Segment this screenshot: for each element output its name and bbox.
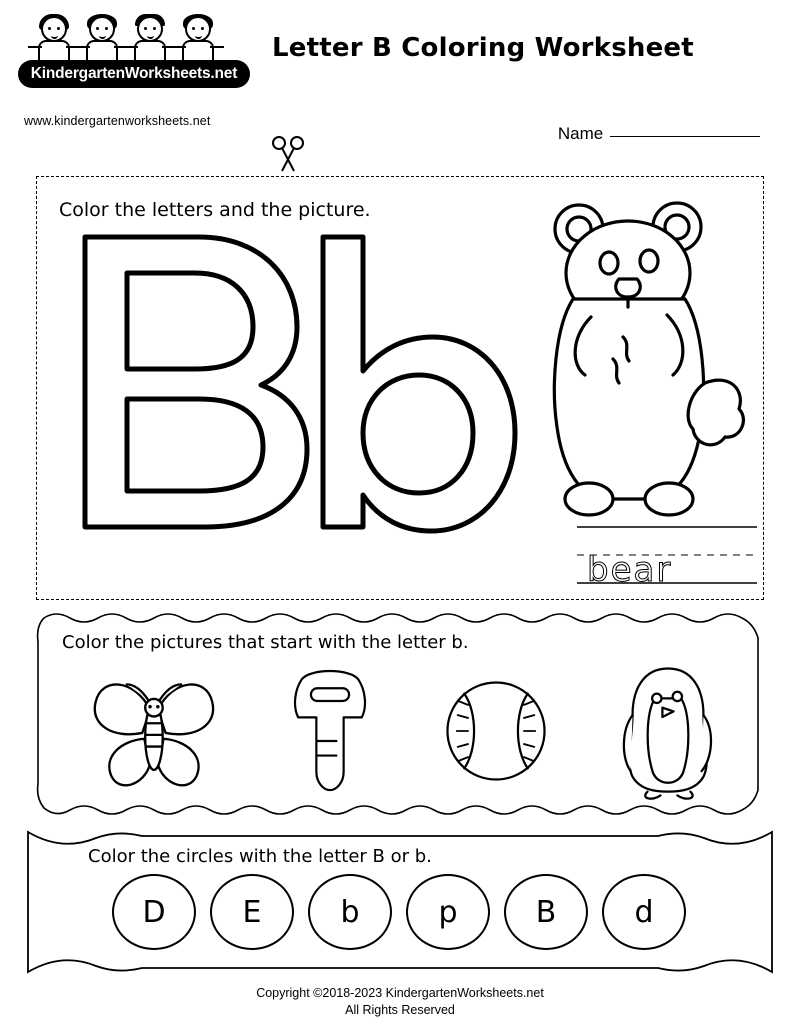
site-logo[interactable] — [18, 14, 258, 88]
page-footer — [0, 985, 800, 1019]
letter-circle[interactable]: p — [406, 874, 490, 950]
name-label: Name — [557, 124, 604, 143]
section2-instruction: Color the pictures that start with the letter b. — [62, 632, 469, 653]
baseball-outline-icon[interactable] — [440, 675, 552, 792]
rights-text: All Rights Reserved — [345, 1003, 455, 1017]
letter-circle-row — [112, 874, 712, 950]
big-letters-Bb[interactable] — [55, 227, 535, 577]
page-title: Letter B Coloring Worksheet — [272, 33, 694, 63]
section-pictures-starting-with-b — [30, 608, 770, 820]
site-url: www.kindergartenworksheets.net — [24, 114, 211, 128]
butterfly-outline-icon[interactable] — [84, 663, 220, 804]
name-field — [558, 124, 760, 144]
section-color-circles — [22, 826, 778, 978]
letter-circle[interactable]: D — [112, 874, 196, 950]
section-color-letters-and-picture — [36, 176, 764, 600]
bear-outline-icon[interactable] — [527, 187, 757, 527]
word-tracing-area[interactable] — [577, 525, 757, 589]
picture-row — [54, 658, 754, 808]
letter-circle[interactable]: b — [308, 874, 392, 950]
logo-text: KindergartenWorksheets.net — [30, 65, 238, 82]
traced-word: bear — [587, 550, 673, 589]
copyright-text: Copyright ©2018-2023 KindergartenWorksheets.net — [256, 986, 544, 1000]
name-input-line[interactable] — [610, 135, 760, 137]
penguin-outline-icon[interactable] — [612, 661, 724, 806]
children-holding-hands-icon — [18, 14, 246, 58]
section1-instruction: Color the letters and the picture. — [59, 199, 371, 221]
logo-banner — [18, 60, 250, 88]
letter-circle[interactable]: d — [602, 874, 686, 950]
section3-instruction: Color the circles with the letter B or b. — [88, 846, 432, 867]
page-header — [0, 0, 800, 143]
letter-circle[interactable]: E — [210, 874, 294, 950]
scissors-cut-line-icon — [268, 135, 308, 177]
key-outline-icon[interactable] — [280, 661, 380, 806]
letter-circle[interactable]: B — [504, 874, 588, 950]
